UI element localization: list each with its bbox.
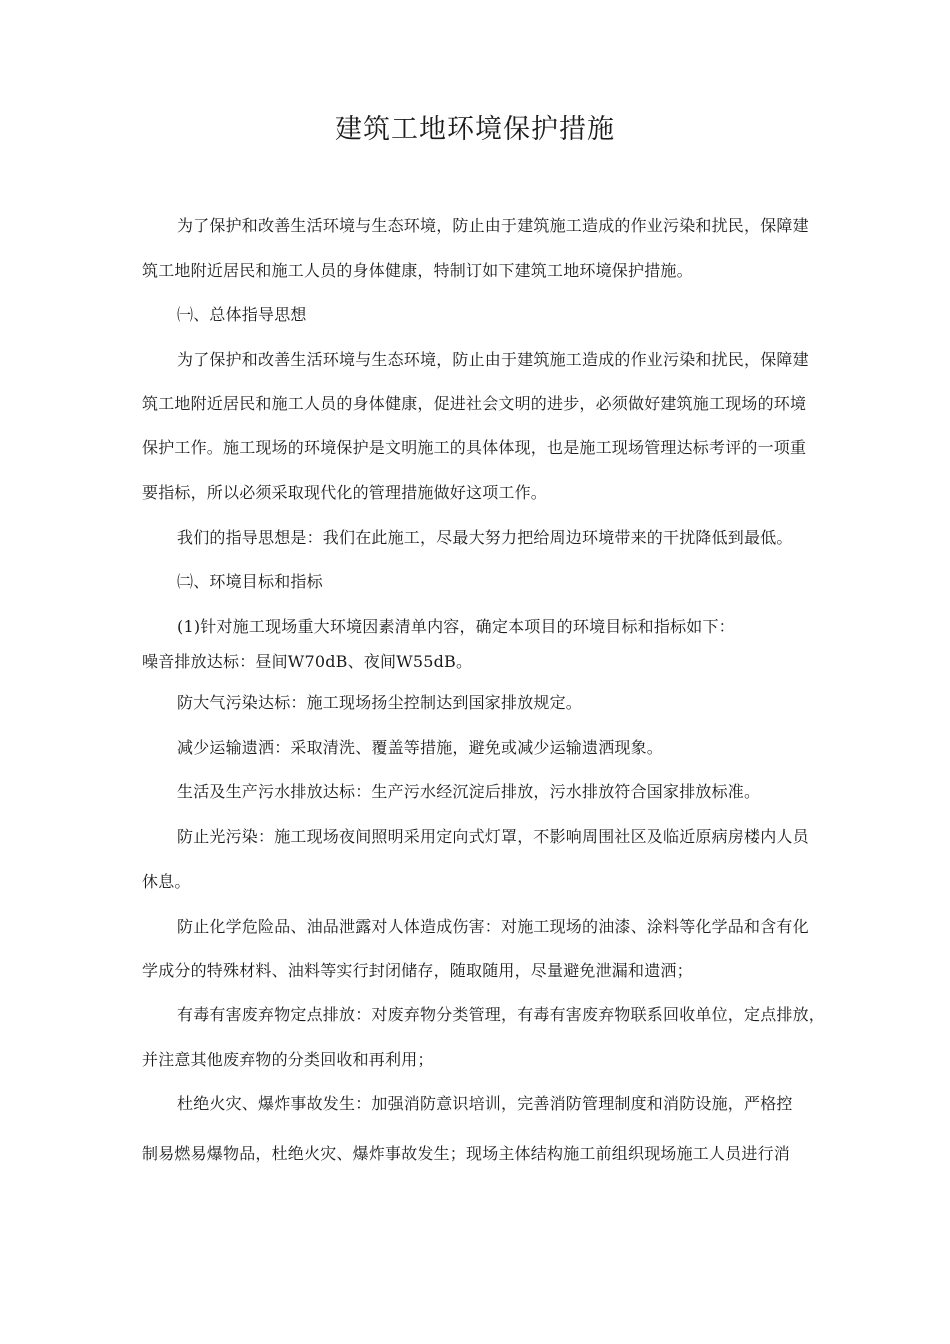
paragraph-line: 噪音排放达标：昼间W70dB、夜间W55dB。 [142, 652, 473, 671]
paragraph-line: 为了保护和改善生活环境与生态环境，防止由于建筑施工造成的作业污染和扰民，保障建 [177, 216, 809, 235]
paragraph-line: 防大气污染达标：施工现场扬尘控制达到国家排放规定。 [177, 693, 583, 712]
paragraph-line: 筑工地附近居民和施工人员的身体健康，促进社会文明的进步，必须做好建筑施工现场的环境 [142, 394, 807, 413]
paragraph-line: 并注意其他废弃物的分类回收和再利用； [142, 1050, 434, 1069]
paragraph-line: 为了保护和改善生活环境与生态环境，防止由于建筑施工造成的作业污染和扰民，保障建 [177, 350, 809, 369]
paragraph-line: 杜绝火灾、爆炸事故发生：加强消防意识培训，完善消防管理制度和消防设施，严格控 [177, 1094, 793, 1113]
paragraph-line: 制易燃易爆物品，杜绝火灾、爆炸事故发生；现场主体结构施工前组织现场施工人员进行消 [142, 1144, 791, 1163]
paragraph-line: 防止光污染：施工现场夜间照明采用定向式灯罩，不影响周围社区及临近原病房楼内人员 [177, 827, 809, 846]
paragraph-line: 生活及生产污水排放达标：生产污水经沉淀后排放，污水排放符合国家排放标准。 [177, 782, 761, 801]
paragraph-line: 我们的指导思想是：我们在此施工，尽最大努力把给周边环境带来的干扰降低到最低。 [177, 528, 793, 547]
paragraph-line: 减少运输遗洒：采取清洗、覆盖等措施，避免或减少运输遗洒现象。 [177, 738, 664, 757]
paragraph-line: 要指标，所以必须采取现代化的管理措施做好这项工作。 [142, 483, 548, 502]
section-heading: ㈡、环境目标和指标 [177, 572, 323, 591]
paragraph-line: 防止化学危险品、油品泄露对人体造成伤害：对施工现场的油漆、涂料等化学品和含有化 [177, 917, 809, 936]
paragraph-line: (1)针对施工现场重大环境因素清单内容，确定本项目的环境目标和指标如下： [177, 617, 735, 636]
paragraph-line: 保护工作。施工现场的环境保护是文明施工的具体体现，也是施工现场管理达标考评的一项重 [142, 438, 807, 457]
paragraph-line: 学成分的特殊材料、油料等实行封闭储存，随取随用，尽量避免泄漏和遗洒； [142, 961, 693, 980]
paragraph-line: 筑工地附近居民和施工人员的身体健康，特制订如下建筑工地环境保护措施。 [142, 261, 693, 280]
document-title: 建筑工地环境保护措施 [335, 114, 615, 145]
paragraph-line: 休息。 [142, 872, 191, 891]
paragraph-line: 有毒有害废弃物定点排放：对废弃物分类管理，有毒有害废弃物联系回收单位，定点排放， [177, 1005, 826, 1024]
section-heading: ㈠、总体指导思想 [177, 305, 307, 324]
